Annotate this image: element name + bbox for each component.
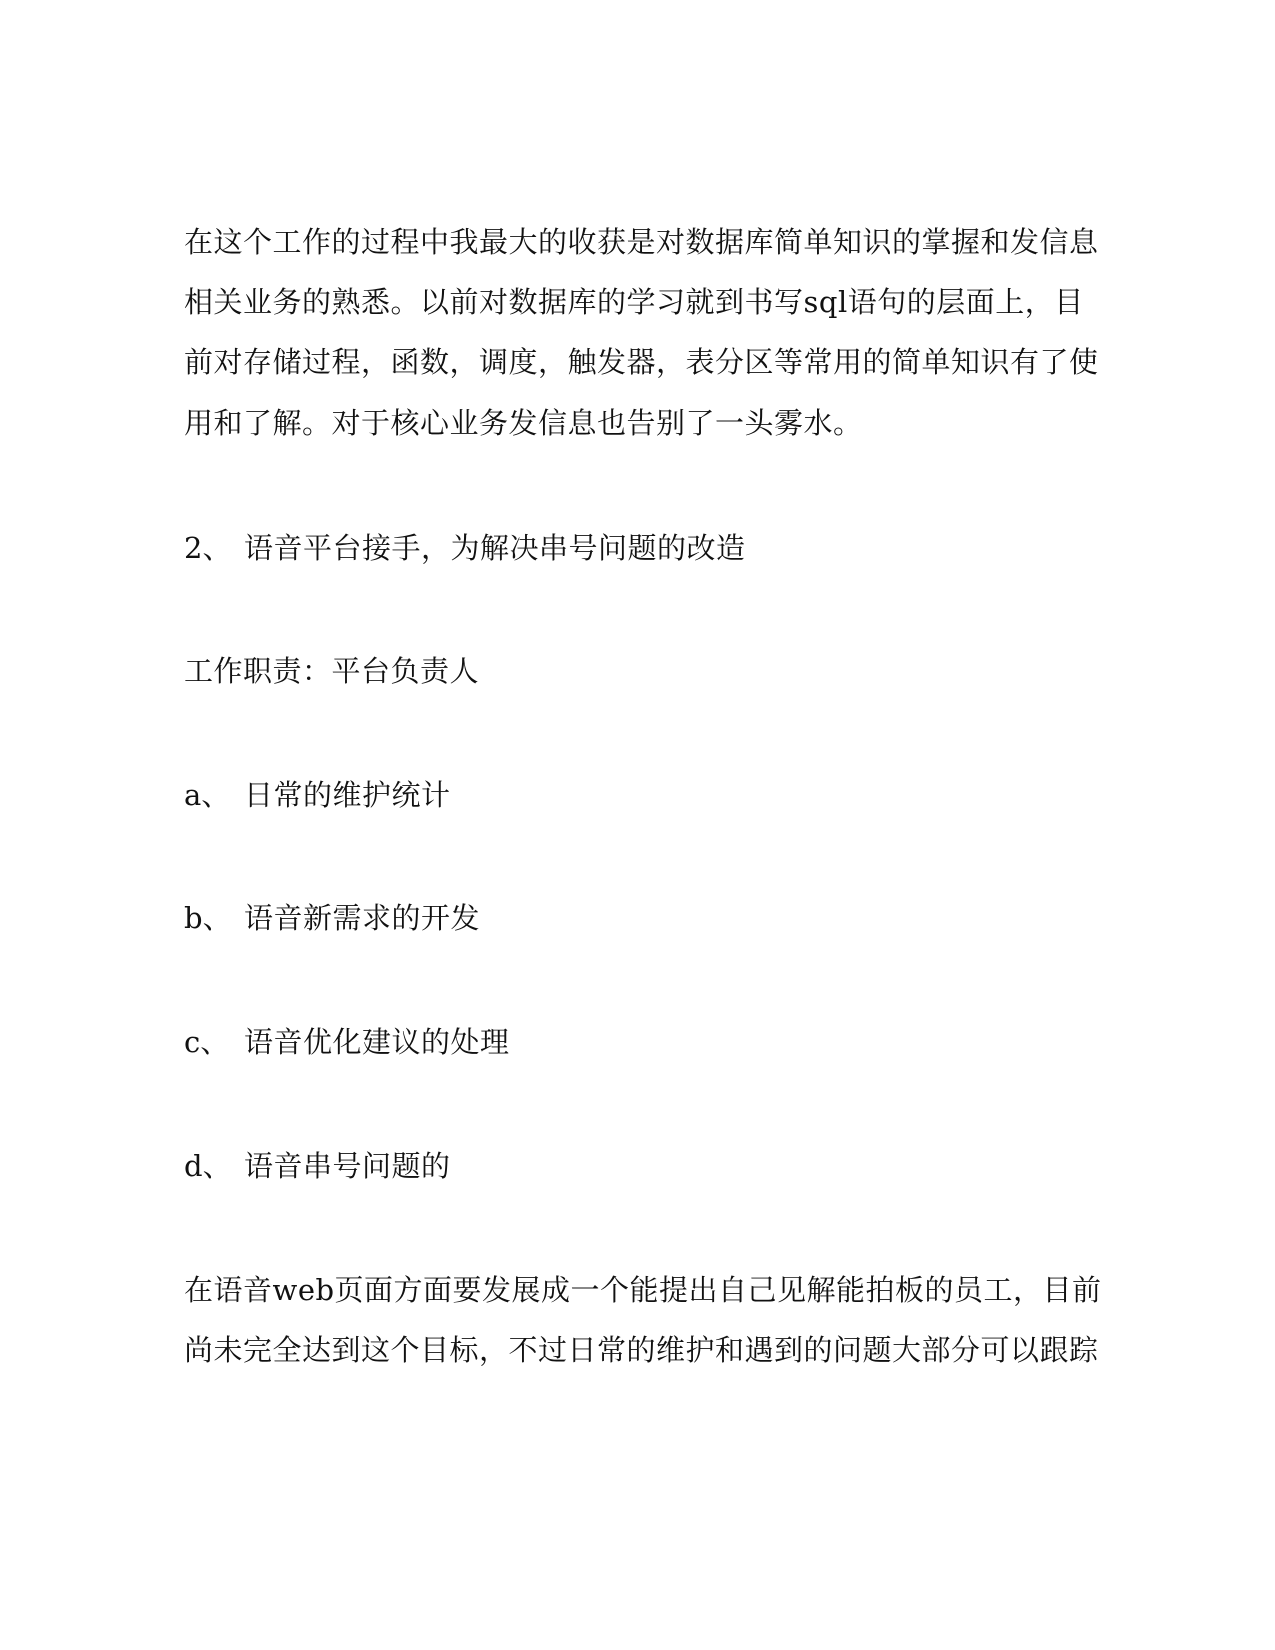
section-number: 2、 [184, 531, 232, 565]
list-item [184, 1148, 451, 1184]
list-item-text: 语音优化建议的处理 [244, 1025, 510, 1059]
paragraph-line: 用和了解。对于核心业务发信息也告别了一头雾水。 [184, 406, 863, 440]
paragraph-line: 前对存储过程，函数，调度，触发器，表分区等常用的简单知识有了使 [184, 345, 1099, 379]
list-marker: b、 [184, 901, 232, 935]
list-item [184, 900, 480, 936]
paragraph-line: 在这个工作的过程中我最大的收获是对数据库简单知识的掌握和发信息 [184, 225, 1099, 259]
list-marker: d、 [184, 1149, 232, 1183]
list-item-text: 语音新需求的开发 [244, 901, 481, 935]
list-marker: c、 [184, 1025, 230, 1059]
paragraph-line: 在语音web页面方面要发展成一个能提出自己见解能拍板的员工，目前 [184, 1273, 1102, 1307]
list-item [184, 1024, 510, 1060]
paragraph-line: 尚未完全达到这个目标，不过日常的维护和遇到的问题大部分可以跟踪 [184, 1333, 1099, 1367]
list-marker: a、 [184, 778, 231, 812]
section-title: 语音平台接手，为解决串号问题的改造 [244, 531, 746, 565]
section-heading [184, 530, 746, 566]
list-item [184, 777, 451, 813]
list-item-text: 语音串号问题的 [244, 1149, 451, 1183]
paragraph-line: 相关业务的熟悉。以前对数据库的学习就到书写sql语句的层面上，目 [184, 285, 1084, 319]
duty-line: 工作职责：平台负责人 [184, 654, 480, 688]
list-item-text: 日常的维护统计 [244, 778, 451, 812]
